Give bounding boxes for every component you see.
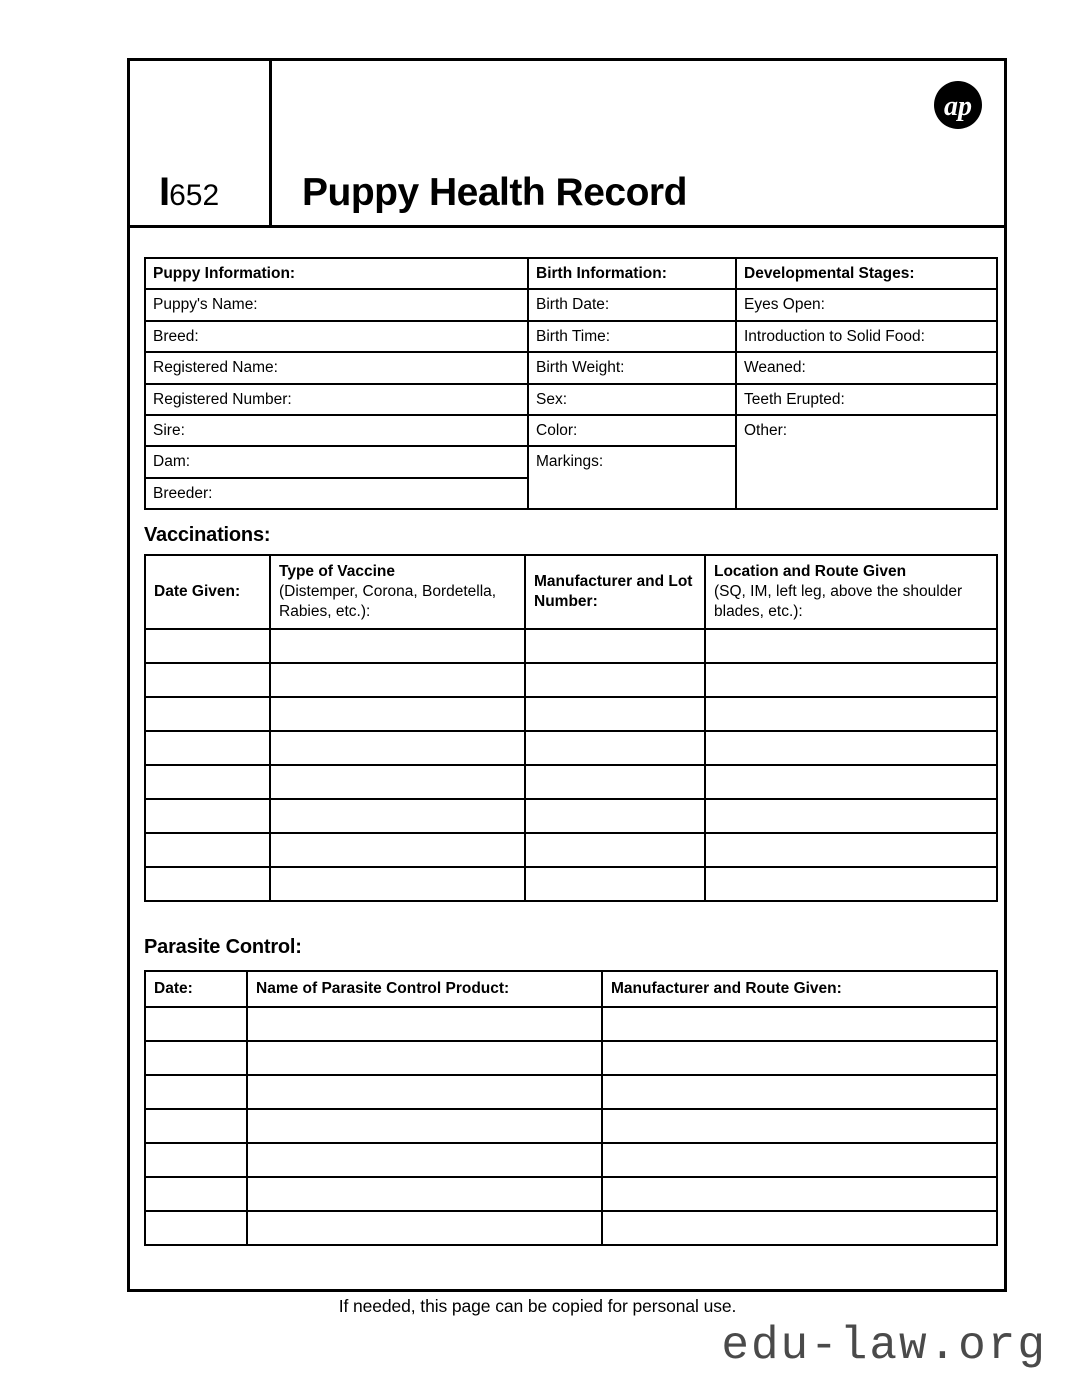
vaccinations-entry-rows <box>145 629 997 901</box>
field-breed[interactable]: Breed: <box>145 321 528 352</box>
form-code-cell <box>130 61 272 225</box>
puppy-info-table <box>144 257 998 510</box>
vacc-col-type-label: Type of Vaccine <box>279 563 396 580</box>
entry-cell[interactable] <box>705 765 997 799</box>
entry-cell[interactable] <box>525 833 705 867</box>
field-registered-name[interactable]: Registered Name: <box>145 352 528 383</box>
table-row <box>145 1041 997 1075</box>
entry-cell[interactable] <box>145 1143 247 1177</box>
field-eyes-open[interactable]: Eyes Open: <box>736 289 997 320</box>
table-row <box>145 258 997 289</box>
page-title: Puppy Health Record <box>302 171 687 214</box>
entry-cell[interactable] <box>602 1109 997 1143</box>
parasite-control-entry-rows <box>145 1007 997 1245</box>
vaccinations-heading: Vaccinations: <box>144 524 271 546</box>
para-col-product-name: Name of Parasite Control Product: <box>247 971 602 1007</box>
vaccinations-section <box>144 554 996 902</box>
parasite-control-heading: Parasite Control: <box>144 936 302 958</box>
entry-cell[interactable] <box>602 1177 997 1211</box>
table-row <box>145 352 997 383</box>
entry-cell[interactable] <box>602 1041 997 1075</box>
field-markings[interactable]: Markings: <box>528 446 736 509</box>
table-row <box>145 384 997 415</box>
entry-cell[interactable] <box>247 1211 602 1245</box>
entry-cell[interactable] <box>525 867 705 901</box>
field-birth-weight[interactable]: Birth Weight: <box>528 352 736 383</box>
vacc-col-location <box>705 555 997 629</box>
table-header-row <box>145 971 997 1007</box>
table-row <box>145 1143 997 1177</box>
entry-cell[interactable] <box>145 765 270 799</box>
table-row <box>145 1211 997 1245</box>
entry-cell[interactable] <box>705 629 997 663</box>
entry-cell[interactable] <box>145 697 270 731</box>
entry-cell[interactable] <box>247 1041 602 1075</box>
entry-cell[interactable] <box>145 731 270 765</box>
table-row <box>145 833 997 867</box>
form-code <box>159 172 219 212</box>
entry-cell[interactable] <box>270 867 525 901</box>
entry-cell[interactable] <box>602 1007 997 1041</box>
table-row <box>145 1109 997 1143</box>
field-intro-solid-food[interactable]: Introduction to Solid Food: <box>736 321 997 352</box>
entry-cell[interactable] <box>602 1143 997 1177</box>
entry-cell[interactable] <box>270 629 525 663</box>
field-color[interactable]: Color: <box>528 415 736 446</box>
table-row <box>145 289 997 320</box>
table-row <box>145 697 997 731</box>
vaccinations-table <box>144 554 998 902</box>
vacc-col-manufacturer <box>525 555 705 629</box>
vacc-col-date-given-label: Date Given: <box>154 582 241 600</box>
field-sire[interactable]: Sire: <box>145 415 528 446</box>
entry-cell[interactable] <box>145 1007 247 1041</box>
entry-cell[interactable] <box>247 1109 602 1143</box>
field-other[interactable]: Other: <box>736 415 997 509</box>
entry-cell[interactable] <box>525 663 705 697</box>
table-row <box>145 415 997 446</box>
table-row <box>145 731 997 765</box>
ap-circle-logo-icon <box>932 79 984 131</box>
field-sex[interactable]: Sex: <box>528 384 736 415</box>
entry-cell[interactable] <box>247 1075 602 1109</box>
entry-cell[interactable] <box>602 1075 997 1109</box>
info-header-birth: Birth Information: <box>528 258 736 289</box>
entry-cell[interactable] <box>270 765 525 799</box>
entry-cell[interactable] <box>705 867 997 901</box>
entry-cell[interactable] <box>705 833 997 867</box>
table-row <box>145 321 997 352</box>
table-row <box>145 799 997 833</box>
entry-cell[interactable] <box>705 731 997 765</box>
entry-cell[interactable] <box>525 799 705 833</box>
table-row <box>145 765 997 799</box>
parasite-control-section <box>144 970 996 1246</box>
field-puppys-name[interactable]: Puppy's Name: <box>145 289 528 320</box>
entry-cell[interactable] <box>145 867 270 901</box>
table-header-row <box>145 555 997 629</box>
entry-cell[interactable] <box>145 1041 247 1075</box>
puppy-info-section <box>144 257 996 510</box>
entry-cell[interactable] <box>247 1143 602 1177</box>
table-row <box>145 629 997 663</box>
entry-cell[interactable] <box>145 663 270 697</box>
entry-cell[interactable] <box>705 697 997 731</box>
para-col-date: Date: <box>145 971 247 1007</box>
field-dam[interactable]: Dam: <box>145 446 528 477</box>
field-teeth-erupted[interactable]: Teeth Erupted: <box>736 384 997 415</box>
entry-cell[interactable] <box>525 765 705 799</box>
parasite-control-table <box>144 970 998 1246</box>
entry-cell[interactable] <box>145 629 270 663</box>
entry-cell[interactable] <box>145 1211 247 1245</box>
info-header-development: Developmental Stages: <box>736 258 997 289</box>
entry-cell[interactable] <box>247 1007 602 1041</box>
table-row <box>145 1007 997 1041</box>
entry-cell[interactable] <box>602 1211 997 1245</box>
field-birth-date[interactable]: Birth Date: <box>528 289 736 320</box>
entry-cell[interactable] <box>705 663 997 697</box>
site-watermark: edu-law.org <box>721 1320 1047 1372</box>
vacc-col-type-sublabel: (Distemper, Corona, Bordetella, Rabies, etc.): <box>279 582 497 620</box>
entry-cell[interactable] <box>270 663 525 697</box>
form-code-digits: 652 <box>169 179 220 212</box>
document-header <box>130 61 1004 228</box>
entry-cell[interactable] <box>145 833 270 867</box>
svg-text:ap: ap <box>944 91 972 122</box>
entry-cell[interactable] <box>705 799 997 833</box>
table-row <box>145 1075 997 1109</box>
entry-cell[interactable] <box>270 799 525 833</box>
form-page <box>127 58 1007 1292</box>
vacc-col-location-label: Location and Route Given <box>714 563 907 580</box>
entry-cell[interactable] <box>145 1109 247 1143</box>
table-row <box>145 663 997 697</box>
field-breeder[interactable]: Breeder: <box>145 478 528 509</box>
entry-cell[interactable] <box>145 799 270 833</box>
field-weaned[interactable]: Weaned: <box>736 352 997 383</box>
table-row <box>145 1177 997 1211</box>
vacc-col-type <box>270 555 525 629</box>
para-col-manufacturer-route: Manufacturer and Route Given: <box>602 971 997 1007</box>
entry-cell[interactable] <box>525 697 705 731</box>
entry-cell[interactable] <box>525 731 705 765</box>
field-registered-number[interactable]: Registered Number: <box>145 384 528 415</box>
footer-note: If needed, this page can be copied for personal use. <box>338 1296 737 1316</box>
entry-cell[interactable] <box>270 731 525 765</box>
vacc-col-manufacturer-label: Manufacturer and Lot Number: <box>534 572 693 610</box>
table-row <box>145 867 997 901</box>
field-birth-time[interactable]: Birth Time: <box>528 321 736 352</box>
form-code-letter: I <box>159 170 170 214</box>
entry-cell[interactable] <box>525 629 705 663</box>
entry-cell[interactable] <box>270 833 525 867</box>
vacc-col-location-sublabel: (SQ, IM, left leg, above the shoulder blades, etc.): <box>714 582 963 620</box>
entry-cell[interactable] <box>270 697 525 731</box>
entry-cell[interactable] <box>145 1075 247 1109</box>
info-header-puppy: Puppy Information: <box>145 258 528 289</box>
vacc-col-date-given <box>145 555 270 629</box>
entry-cell[interactable] <box>247 1177 602 1211</box>
entry-cell[interactable] <box>145 1177 247 1211</box>
